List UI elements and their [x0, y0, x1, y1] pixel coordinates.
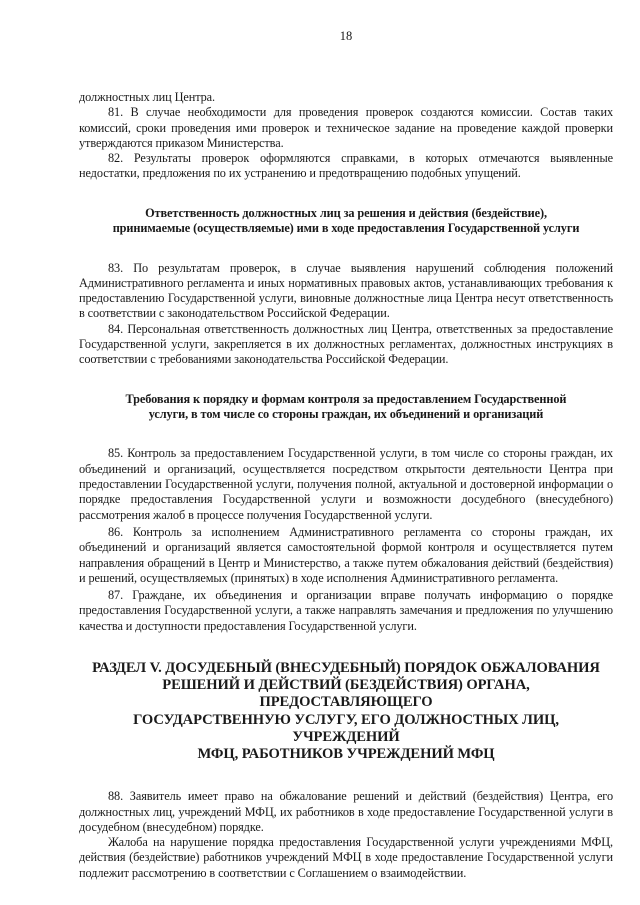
- section-5-title-line-3: ГОСУДАРСТВЕННУЮ УСЛУГУ, ЕГО ДОЛЖНОСТНЫХ ЛИЦ, УЧРЕЖДЕНИЙ: [133, 711, 559, 745]
- document-page: [79, 28, 613, 881]
- heading-responsibility-line-1: Ответственность должностных лиц за решения и действия (бездействие),: [145, 205, 547, 220]
- paragraph-82: 82. Результаты проверок оформляются справками, в которых отмечаются выявленные недостатки, предложения по их устранению и предотвращению подобных упущений.: [79, 151, 613, 181]
- paragraph-85: 85. Контроль за предоставлением Государственной услуги, в том числе со стороны граждан, их объединений и организаций, осуществляется посредством открытости деятельности Центра при предоставлении Государственной услуги, получения полной, актуальной и достоверной информации о порядке предоставления Государственной услуги и возможности досудебного (внесудебного) рассмотрения жалоб в процессе получения Государственной услуги.: [79, 446, 613, 522]
- paragraph-continuation: должностных лиц Центра.: [79, 90, 216, 104]
- paragraph-83: 83. По результатам проверок, в случае выявления нарушений соблюдения положений Административного регламента и иных нормативных правовых актов, устанавливающих требования к предоставлению Государственной услуги, виновные должностные лица Центра несут ответственность в соответствии с законодательством Российской Федерации.: [79, 260, 613, 321]
- page-number: 18: [339, 29, 353, 43]
- section-5-title: [79, 660, 613, 763]
- paragraph-87: 87. Граждане, их объединения и организации вправе получать информацию о порядке предоставления Государственной услуги, а также направлять замечания и предложения по улучшению качества и доступности предоставления Государственной услуги.: [79, 588, 613, 633]
- paragraph-86: 86. Контроль за исполнением Административного регламента со стороны граждан, их объединений и организаций является самостоятельной формой контроля и осуществляется путем направления обращений в Центр и Министерство, а также путем обжалования действий (бездействия) и решений, осуществляемых (принятых) в ходе исполнения Административного регламента.: [79, 524, 613, 585]
- paragraph-84: 84. Персональная ответственность должностных лиц Центра, ответственных за предоставление Государственной услуги, закрепляется в их должностных регламентах, должностных инструкциях в соответствии с требованиями законодательства Российской Федерации.: [79, 321, 613, 367]
- paragraph-81: 81. В случае необходимости для проведения проверок создаются комиссии. Состав таких комиссий, сроки проведения ими проверок и техническое задание на проведение каждой проверки утверждаются приказом Министерства.: [79, 105, 613, 150]
- heading-control-line-2: услуги, в том числе со стороны граждан, их объединений и организаций: [148, 407, 544, 422]
- section-5-title-line-2: РЕШЕНИЙ И ДЕЙСТВИЙ (БЕЗДЕЙСТВИЯ) ОРГАНА, ПРЕДОСТАВЛЯЮЩЕГО: [162, 677, 530, 711]
- section-5-title-line-1: РАЗДЕЛ V. ДОСУДЕБНЫЙ (ВНЕСУДЕБНЫЙ) ПОРЯДОК ОБЖАЛОВАНИЯ: [92, 660, 600, 677]
- heading-control-requirements: [79, 392, 613, 423]
- heading-responsibility-line-2: принимаемые (осуществляемые) ими в ходе предоставления Государственной услуги: [112, 221, 580, 236]
- heading-responsibility: [79, 206, 613, 237]
- paragraph-88-complaint: Жалоба на нарушение порядка предоставления Государственной услуги учреждениями МФЦ, действия (бездействие) работников учреждений МФЦ в ходе предоставление Государственной услуги подлежит рассмотрению в соответствии с Соглашением о взаимодействии.: [79, 835, 613, 880]
- heading-control-line-1: Требования к порядку и формам контроля за предоставлением Государственной: [125, 391, 567, 406]
- section-5-title-line-4: МФЦ, РАБОТНИКОВ УЧРЕЖДЕНИЙ МФЦ: [197, 746, 495, 763]
- paragraph-88: 88. Заявитель имеет право на обжалование решений и действий (бездействия) Центра, его должностных лиц, учреждений МФЦ, их работников в ходе предоставление Государственной услуги в досудебном (внесудебном) порядке.: [79, 789, 613, 834]
